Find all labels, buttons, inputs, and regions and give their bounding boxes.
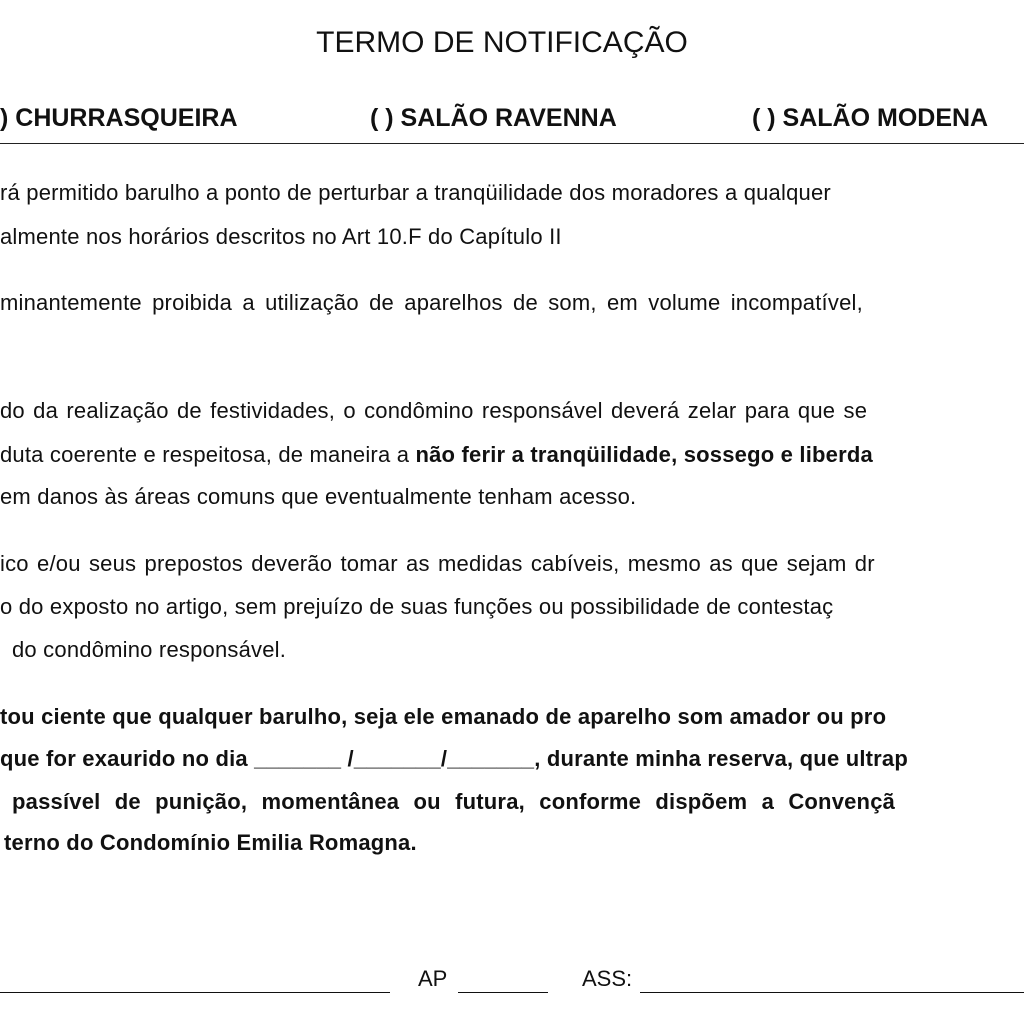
para3-line1: do da realização de festividades, o condômino responsável deverá zelar para que se [0,398,868,423]
option-salao-modena: ( ) SALÃO MODENA [752,104,989,132]
option-salao-ravenna: ( ) SALÃO RAVENNA [370,104,617,132]
para2-line1: minantemente proibida a utilização de aparelhos de som, em volume incompatível, [0,290,863,315]
ass-label: ASS: [582,966,633,991]
document-title: TERMO DE NOTIFICAÇÃO [316,26,688,59]
para1-line2: almente nos horários descritos no Art 10.F do Capítulo II [0,224,562,249]
para3-line2-text: duta coerente e respeitosa, de maneira a [0,442,416,467]
ap-label: AP [418,966,448,991]
name-signature-line[interactable] [0,964,390,993]
ass-signature-line[interactable] [640,964,1024,993]
para5-line4: terno do Condomínio Emilia Romagna. [4,830,417,855]
ap-number-line[interactable] [458,964,548,993]
option-churrasqueira: ) CHURRASQUEIRA [0,104,238,132]
para1-line1: rá permitido barulho a ponto de perturbar a tranqüilidade dos moradores a qualquer [0,180,831,205]
para3-line3: em danos às áreas comuns que eventualmente tenham acesso. [0,484,637,509]
venue-options [0,104,1024,144]
para5-line3: passível de punição, momentânea ou futura, conforme dispõem a Convençã [12,789,896,814]
para4-line1: ico e/ou seus prepostos deverão tomar as medidas cabíveis, mesmo as que sejam dr [0,551,875,576]
para5-line1: tou ciente que qualquer barulho, seja ele emanado de aparelho som amador ou pro [0,704,887,729]
para3-line2-bold: não ferir a tranqüilidade, sossego e liberda [415,442,873,467]
header-divider [0,143,1024,144]
para5-line2: que for exaurido no dia _______ /_______/_______, durante minha reserva, que ultrap [0,746,909,771]
para4-line2: o do exposto no artigo, sem prejuízo de suas funções ou possibilidade de contestaç [0,594,834,619]
signature-row [0,964,1024,1004]
para3-line2 [0,442,873,468]
para4-line3: do condômino responsável. [12,637,287,662]
